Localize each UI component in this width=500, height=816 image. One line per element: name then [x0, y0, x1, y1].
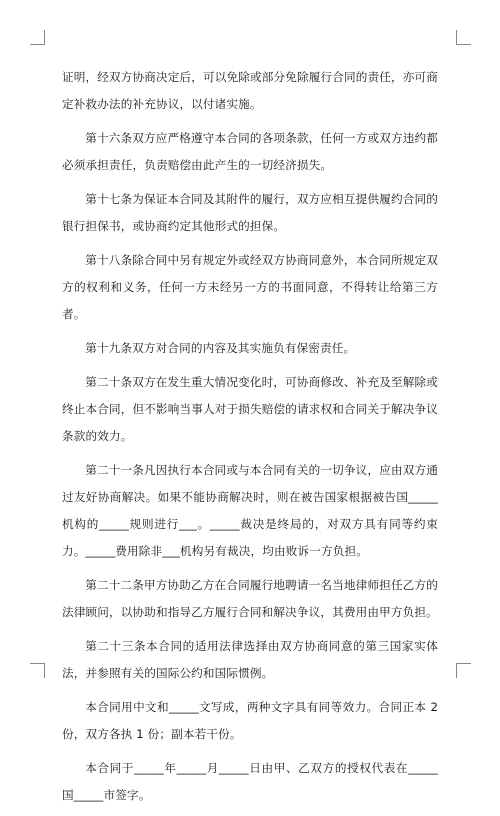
paragraph-article-16: 第十六条双方应严格遵守本合同的各项条款，任何一方或双方违约都必须承担责任，负责赔偿由此产生的一切经济损失。 [62, 131, 438, 172]
paragraph-language-copies: 本合同用中文和_____文写成，两种文字具有同等效力。合同正本 2 份，双方各执 1 份；副本若干份。 [62, 700, 438, 741]
paragraph-continuation: 证明，经双方协商决定后，可以免除或部分免除履行合同的责任，亦可商定补救办法的补充协议，以付诸实施。 [62, 70, 438, 111]
crop-mark-bottom-right [456, 663, 471, 678]
paragraph-article-17: 第十七条为保证本合同及其附件的履行，双方应相互提供履约合同的银行担保书，或协商约定其他形式的担保。 [62, 192, 438, 233]
crop-mark-top-left [30, 30, 45, 45]
paragraph-article-19: 第十九条双方对合同的内容及其实施负有保密责任。 [85, 341, 356, 355]
crop-mark-bottom-left [30, 663, 45, 678]
paragraph-article-22: 第二十二条甲方协助乙方在合同履行地聘请一名当地律师担任乙方的法律顾问，以协助和指导乙方履行合同和解决争议，其费用由甲方负担。 [62, 578, 438, 619]
paragraph-article-18: 第十八条除合同中另有规定外或经双方协商同意外，本合同所规定双方的权利和义务，任何一方未经另一方的书面同意，不得转让给第三方者。 [62, 253, 438, 321]
paragraph-signing: 本合同于_____年_____月_____日由甲、乙双方的授权代表在_____国_____市签字。 [62, 761, 438, 802]
paragraph-article-20: 第二十条双方在发生重大情况变化时，可协商修改、补充及至解除或终止本合同，但不影响当事人对于损失赔偿的请求权和合同关于解决争议条款的效力。 [62, 375, 438, 443]
document-body [62, 64, 438, 816]
paragraph-article-21: 第二十一条凡因执行本合同或与本合同有关的一切争议，应由双方通过友好协商解决。如果不能协商解决时，则在被告国家根据被告国_____机构的_____规则进行___。_____裁决是终局的，对双方具有同等约束力。_____费用除非___机构另有裁决，均由败诉一方负担。 [62, 463, 438, 558]
paragraph-article-23: 第二十三条本合同的适用法律选择由双方协商同意的第三国家实体法，并参照有关的国际公约和国际惯例。 [62, 639, 438, 680]
crop-mark-top-right [456, 30, 471, 45]
